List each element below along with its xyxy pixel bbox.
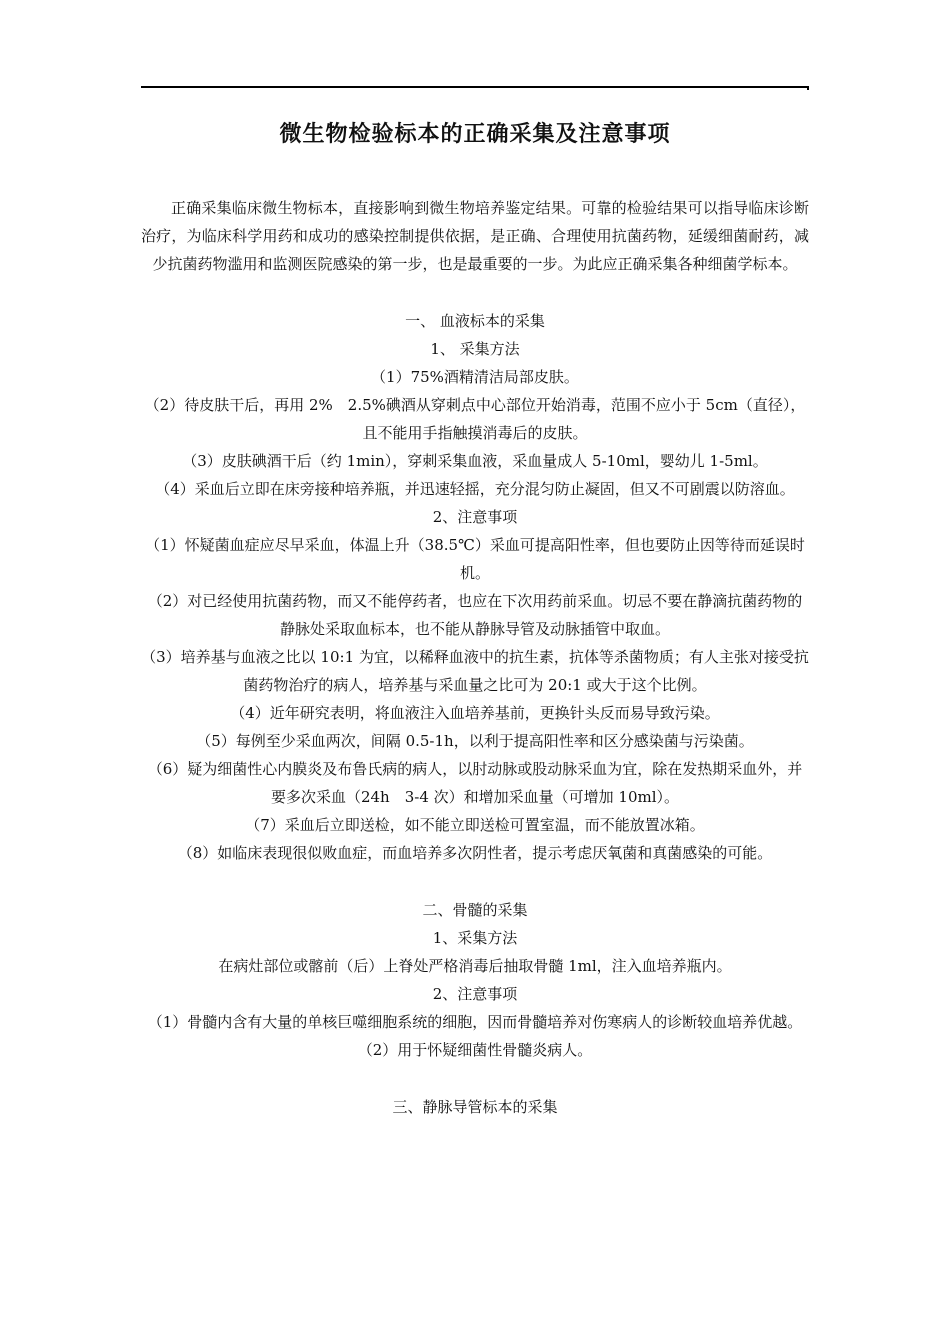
intro-paragraph: 正确采集临床微生物标本，直接影响到微生物培养鉴定结果。可靠的检验结果可以指导临床诊断治疗，为临床科学用药和成功的感染控制提供依据，是正确、合理使用抗菌药物，延缓细菌耐药，减少抗菌药物滥用和监测医院感染的第一步，也是最重要的一步。为此应正确采集各种细菌学标本。 — [141, 199, 809, 273]
section1-method-heading: 1、 采集方法 — [430, 340, 520, 358]
spacer — [141, 1064, 809, 1093]
section1-notes-heading: 2、注意事项 — [432, 508, 518, 526]
spacer — [141, 867, 809, 896]
section1-method-item: （1）75%酒精清洁局部皮肤。 — [371, 368, 579, 386]
section1-method-item: （3）皮肤碘酒干后（约 1min），穿刺采集血液，采血量成人 5-10ml，婴幼儿 1-5ml。 — [182, 452, 768, 470]
section1-note-item: （5）每例至少采血两次，间隔 0.5-1h，以利于提高阳性率和区分感染菌与污染菌。 — [196, 732, 754, 750]
section1-note-item: （6）疑为细菌性心内膜炎及布鲁氏病的病人，以肘动脉或股动脉采血为宜，除在发热期采血外，并要多次采血（24h 3-4 次）和增加采血量（可增加 10ml）。 — [147, 760, 803, 806]
document-body — [141, 112, 809, 1121]
header-rule — [141, 86, 809, 88]
section2-note-item: （1）骨髓内含有大量的单核巨噬细胞系统的细胞，因而骨髓培养对伤寒病人的诊断较血培养优越。 — [147, 1013, 803, 1031]
section1-note-item: （8）如临床表现很似败血症，而血培养多次阴性者，提示考虑厌氧菌和真菌感染的可能。 — [177, 844, 773, 862]
section1-note-item: （3）培养基与血液之比以 10:1 为宜，以稀释血液中的抗生素，抗体等杀菌物质；有人主张对接受抗菌药物治疗的病人，培养基与采血量之比可为 20:1 或大于这个比例。 — [141, 648, 809, 694]
section2-note-item: （2）用于怀疑细菌性骨髓炎病人。 — [357, 1041, 593, 1059]
header-rule-tick — [807, 86, 809, 90]
section3-heading: 三、静脉导管标本的采集 — [392, 1098, 558, 1116]
section1-note-item: （2）对已经使用抗菌药物，而又不能停药者，也应在下次用药前采血。切忌不要在静滴抗菌药物的静脉处采取血标本，也不能从静脉导管及动脉插管中取血。 — [147, 592, 803, 638]
document-title: 微生物检验标本的正确采集及注意事项 — [279, 121, 671, 147]
section2-heading: 二、骨髓的采集 — [422, 901, 528, 919]
spacer — [141, 278, 809, 307]
section1-method-item: （4）采血后立即在床旁接种培养瓶，并迅速轻摇，充分混匀防止凝固，但又不可剧震以防溶血。 — [155, 480, 795, 498]
section1-note-item: （4）近年研究表明，将血液注入血培养基前，更换针头反而易导致污染。 — [230, 704, 720, 722]
section1-method-item: （2）待皮肤干后，再用 2% 2.5%碘酒从穿刺点中心部位开始消毒，范围不应小于 5cm（直径），且不能用手指触摸消毒后的皮肤。 — [144, 396, 806, 442]
section1-heading: 一、 血液标本的采集 — [405, 312, 545, 330]
section1-note-item: （7）采血后立即送检，如不能立即送检可置室温，而不能放置冰箱。 — [245, 816, 705, 834]
section1-note-item: （1）怀疑菌血症应尽早采血，体温上升（38.5℃）采血可提高阳性率，但也要防止因等待而延误时机。 — [145, 536, 805, 582]
section2-method-text: 在病灶部位或髂前（后）上脊处严格消毒后抽取骨髓 1ml，注入血培养瓶内。 — [218, 957, 732, 975]
section2-method-heading: 1、采集方法 — [432, 929, 518, 947]
section2-notes-heading: 2、注意事项 — [432, 985, 518, 1003]
